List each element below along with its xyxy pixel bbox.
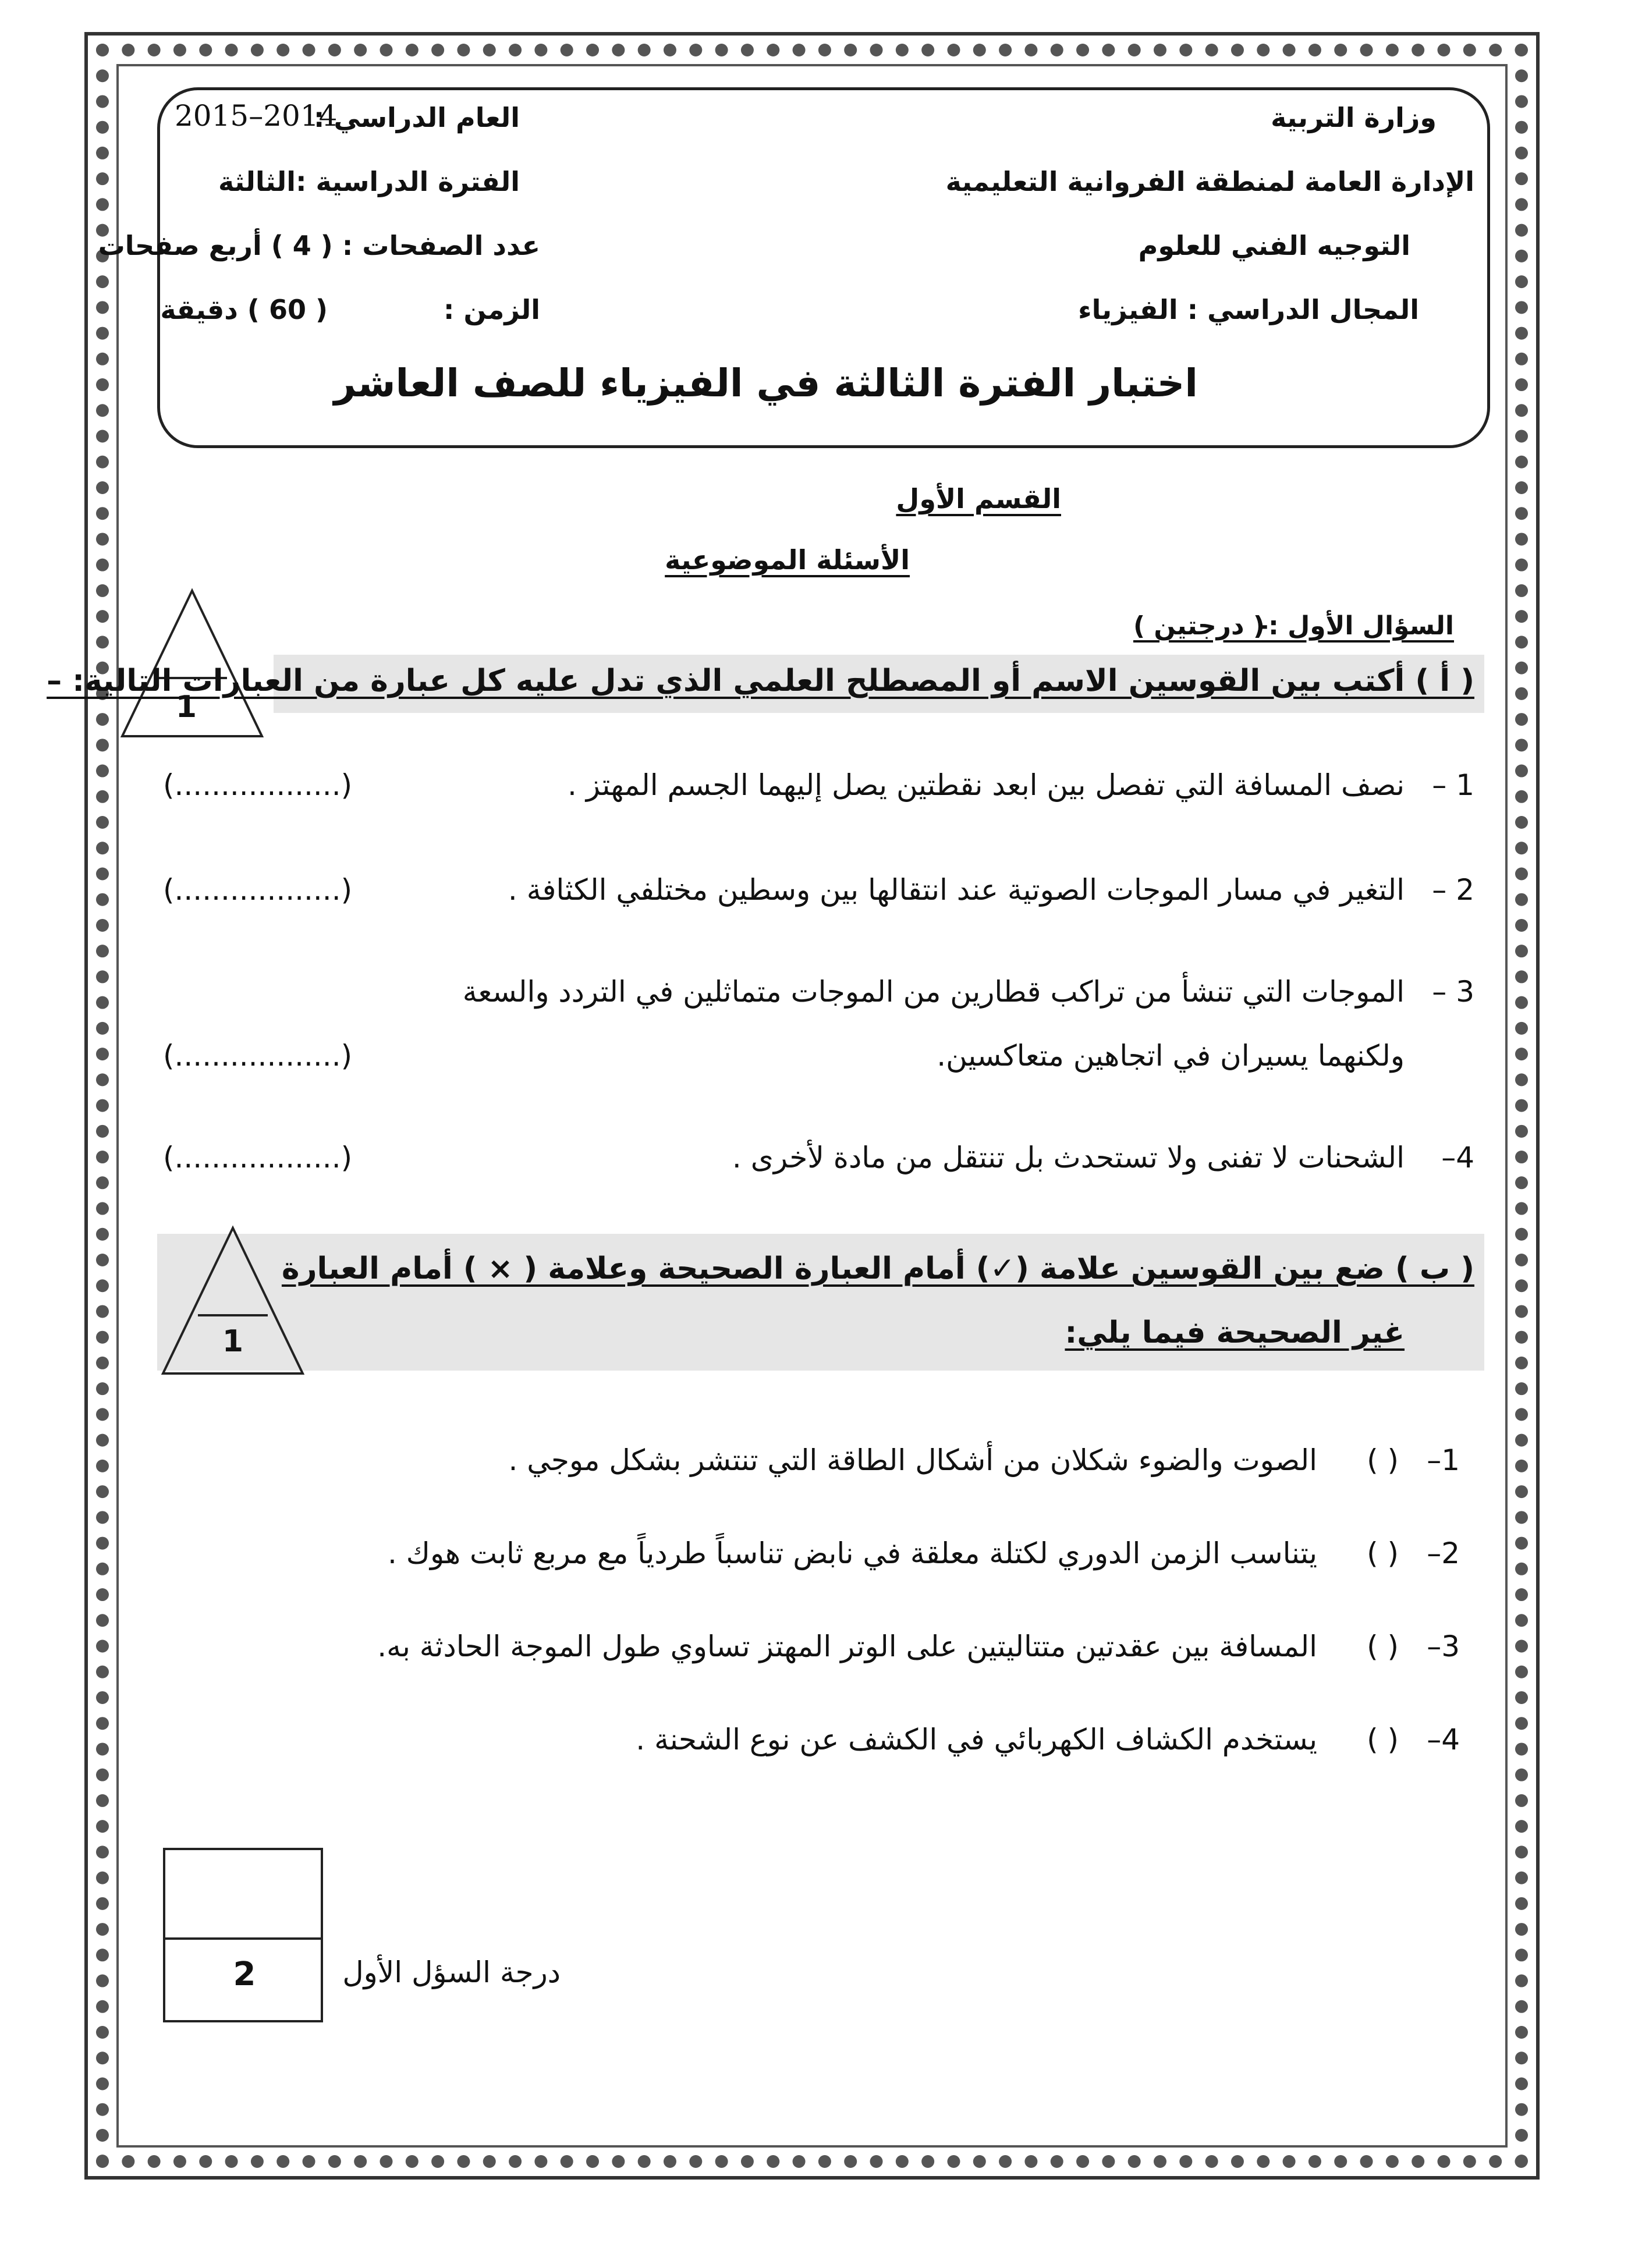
exam-title: اختبار الفترة الثالثة في الفيزياء للصف العاشر bbox=[334, 361, 1198, 406]
item-a4-blank[interactable]: (..................) bbox=[163, 1141, 353, 1174]
time-value: ( 60 ) دقيقة bbox=[160, 294, 328, 325]
period-label: الفترة الدراسية : bbox=[296, 166, 520, 197]
item-b3-num: 3– bbox=[1427, 1630, 1460, 1663]
item-a4-text: الشحنات لا تفنى ولا تستحدث بل تنتقل من مادة لأخرى . bbox=[732, 1141, 1405, 1174]
item-a2-blank[interactable]: (..................) bbox=[163, 873, 353, 907]
item-b4-paren[interactable]: ( ) bbox=[1367, 1723, 1399, 1756]
item-a2-text: التغير في مسار الموجات الصوتية عند انتقالها بين وسطين مختلفي الكثافة . bbox=[508, 873, 1405, 907]
item-a3-text: الموجات التي تنشأ من تراكب قطارين من الموجات متماثلين في التردد والسعة bbox=[462, 975, 1405, 1009]
item-b1-text: الصوت والضوء شكلان من أشكال الطاقة التي تنتشر بشكل موجي . bbox=[508, 1443, 1317, 1477]
instruction-b: ( ب ) ضع بين القوسين علامة (✓) أمام العبارة الصحيحة وعلامة ( × ) أمام العبارة bbox=[281, 1251, 1474, 1286]
item-b1-num: 1– bbox=[1427, 1443, 1460, 1477]
question-marks: ( درجتين ) bbox=[1133, 611, 1265, 641]
item-a1-num: 1 – bbox=[1432, 768, 1474, 802]
item-b2-paren[interactable]: ( ) bbox=[1367, 1536, 1399, 1570]
item-a1-blank[interactable]: (..................) bbox=[163, 768, 353, 802]
year-value: 2015–2014 bbox=[175, 99, 338, 133]
total-score-divider bbox=[165, 1937, 321, 1940]
instruction-b2: غير الصحيحة فيما يلي: bbox=[1065, 1315, 1405, 1350]
guidance: التوجيه الفني للعلوم bbox=[1138, 230, 1410, 261]
directorate: الإدارة العامة لمنطقة الفروانية التعليمية bbox=[945, 166, 1474, 197]
subject: المجال الدراسي : الفيزياء bbox=[1078, 294, 1419, 325]
item-b2-text: يتناسب الزمن الدوري لكتلة معلقة في نابض تناسباً طردياً مع مربع ثابت هوك . bbox=[387, 1536, 1317, 1570]
item-b2-num: 2– bbox=[1427, 1536, 1460, 1570]
score-b: 1 bbox=[222, 1324, 244, 1359]
item-b3-paren[interactable]: ( ) bbox=[1367, 1630, 1399, 1663]
time-label: الزمن : bbox=[444, 294, 540, 325]
total-label: درجة السؤل الأول bbox=[342, 1955, 561, 1989]
item-a1-text: نصف المسافة التي تفصل بين ابعد نقطتين يصل إليهما الجسم المهتز . bbox=[568, 768, 1405, 802]
section-kind: الأسئلة الموضوعية bbox=[665, 544, 910, 576]
period-value: الثالثة bbox=[218, 166, 296, 197]
total-score-box bbox=[163, 1848, 323, 2022]
score-a: 1 bbox=[175, 690, 197, 725]
item-a3-text2: ولكنهما يسيران في اتجاهين متعاكسين. bbox=[937, 1039, 1405, 1073]
item-a3-num: 3 – bbox=[1432, 975, 1474, 1009]
item-a2-num: 2 – bbox=[1432, 873, 1474, 907]
year-label: العام الدراسي : bbox=[313, 102, 520, 133]
question-label: السؤال الأول :- bbox=[1257, 611, 1454, 641]
item-a4-num: 4– bbox=[1441, 1141, 1474, 1174]
ministry: وزارة التربية bbox=[1271, 102, 1437, 133]
total-score: 2 bbox=[233, 1955, 256, 1993]
item-b4-text: يستخدم الكشاف الكهربائي في الكشف عن نوع الشحنة . bbox=[636, 1723, 1317, 1756]
pages-label: عدد الصفحات : ( 4 ) أربع صفحات bbox=[98, 230, 540, 261]
item-b3-text: المسافة بين عقدتين متتاليتين على الوتر المهتز تساوي طول الموجة الحادثة به. bbox=[377, 1630, 1317, 1663]
item-b4-num: 4– bbox=[1427, 1723, 1460, 1756]
instruction-a: ( أ ) أكتب بين القوسين الاسم أو المصطلح العلمي الذي تدل عليه كل عبارة من العبارات التالية: – bbox=[47, 663, 1474, 698]
section-part: القسم الأول bbox=[896, 483, 1061, 514]
item-a3-blank[interactable]: (..................) bbox=[163, 1039, 353, 1073]
item-b1-paren[interactable]: ( ) bbox=[1367, 1443, 1399, 1477]
